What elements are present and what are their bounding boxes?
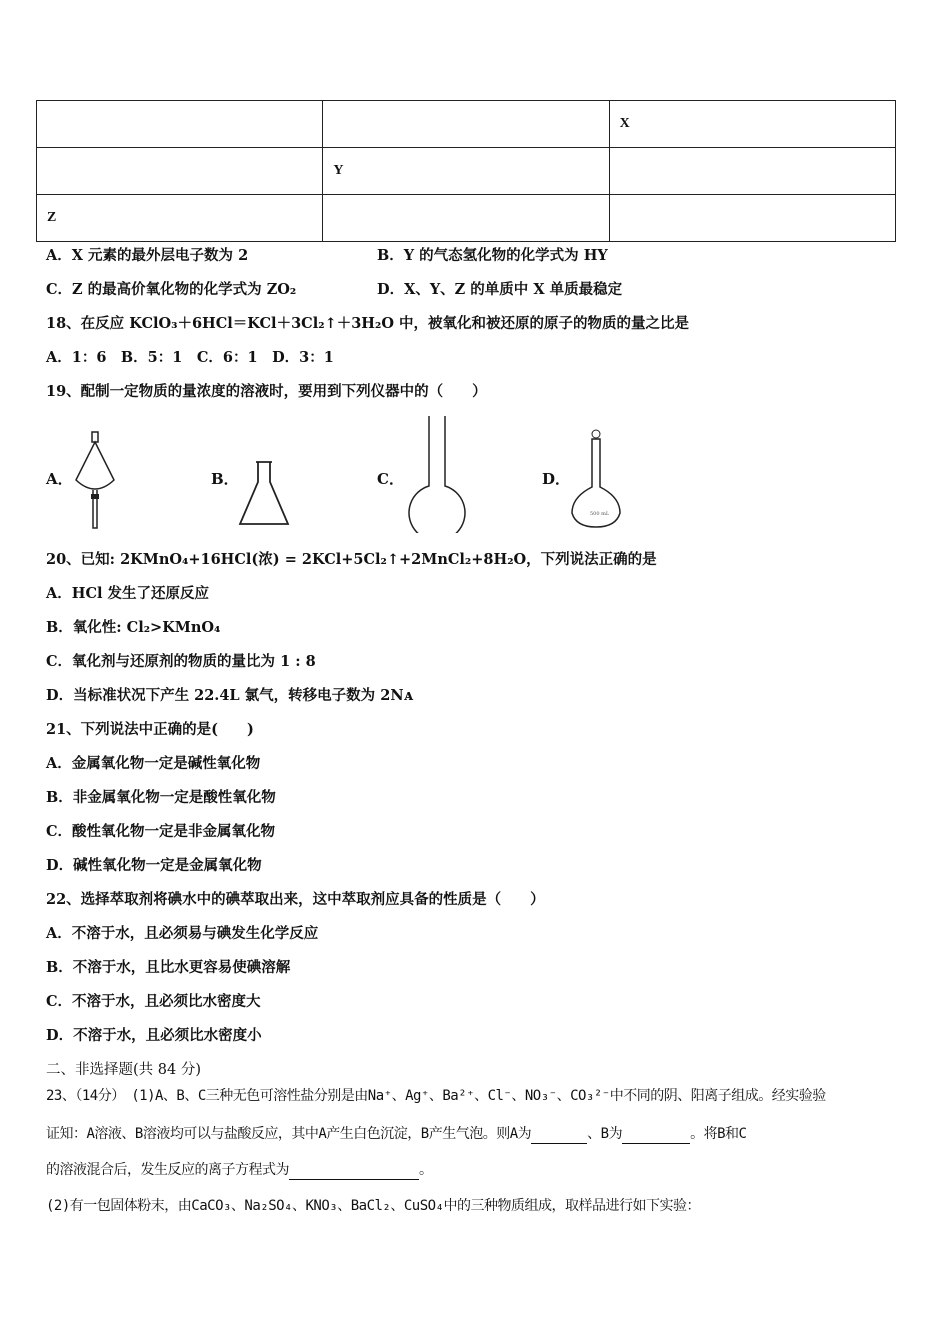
q20-option-a: A．HCl 发生了还原反应	[46, 585, 210, 602]
q22-option-d: D．不溶于水，且必须比水密度小	[46, 1027, 262, 1044]
q17-option-a: A．X 元素的最外层电子数为 2	[46, 247, 249, 264]
q18-options: A．1：6 B．5：1 C．6：1 D．3：1	[46, 349, 334, 366]
table-cell: Y	[323, 148, 609, 195]
q20-option-c: C．氧化剂与还原剂的物质的量比为 1 : 8	[46, 653, 316, 670]
table-cell	[323, 195, 609, 242]
conical-flask-icon	[236, 458, 292, 530]
separatory-funnel-icon	[70, 428, 120, 533]
q22-option-a: A．不溶于水，且必须易与碘发生化学反应	[46, 925, 319, 942]
table-cell	[37, 148, 323, 195]
q17-option-c: C．Z 的最高价氧化物的化学式为 ZO₂	[46, 281, 297, 298]
table-cell	[609, 148, 895, 195]
table-cell: Z	[37, 195, 323, 242]
q19-label-a: A．	[46, 470, 73, 488]
q20-option-b: B．氧化性: Cl₂>KMnO₄	[46, 619, 221, 636]
q21-option-b: B．非金属氧化物一定是酸性氧化物	[46, 789, 276, 806]
q23-text: 、B为	[587, 1126, 623, 1142]
q23-line2	[46, 1125, 746, 1144]
section-heading: 二、非选择题(共 84 分)	[46, 1062, 201, 1078]
q19-label-b: B．	[211, 470, 239, 488]
q23-text: 证知：A溶液、B溶液均可以与盐酸反应，其中A产生白色沉淀，B产生气泡。则A为	[46, 1126, 532, 1142]
q18-stem: 18、在反应 KClO₃＋6HCl＝KCl＋3Cl₂↑＋3H₂O 中，被氧化和被还原的原子的物质的量之比是	[46, 315, 690, 332]
answer-blank-a[interactable]	[531, 1125, 587, 1144]
table-cell: X	[609, 101, 895, 148]
periodic-position-table	[36, 100, 896, 242]
volumetric-flask-icon	[566, 427, 626, 531]
q23-line3	[46, 1161, 433, 1180]
table-cell	[323, 101, 609, 148]
q21-option-a: A．金属氧化物一定是碱性氧化物	[46, 755, 261, 772]
table-cell	[609, 195, 895, 242]
answer-blank-b[interactable]	[622, 1125, 690, 1144]
q21-option-c: C．酸性氧化物一定是非金属氧化物	[46, 823, 276, 840]
q23-line1: 23、（14分） (1)A、B、C三种无色可溶性盐分别是由Na⁺、Ag⁺、Ba²⁺、Cl⁻、NO₃⁻、CO₃²⁻中不同的阴、阳离子组成。经实验验	[46, 1088, 826, 1104]
q22-option-b: B．不溶于水，且比水更容易使碘溶解	[46, 959, 291, 976]
svg-text:500 mL: 500 mL	[590, 511, 610, 517]
q21-option-d: D．碱性氧化物一定是金属氧化物	[46, 857, 262, 874]
q20-stem: 20、已知: 2KMnO₄+16HCl(浓) = 2KCl+5Cl₂↑+2MnCl₂+8H₂O，下列说法正确的是	[46, 551, 657, 568]
q17-option-b: B．Y 的气态氢化物的化学式为 HY	[377, 247, 608, 264]
q21-stem: 21、下列说法中正确的是( )	[46, 721, 254, 738]
q19-label-d: D．	[542, 470, 571, 488]
q22-option-c: C．不溶于水，且必须比水密度大	[46, 993, 261, 1010]
answer-blank-equation[interactable]	[289, 1161, 419, 1180]
q20-option-d: D．当标准状况下产生 22.4L 氯气，转移电子数为 2Nᴀ	[46, 687, 413, 704]
q23-text: 的溶液混合后，发生反应的离子方程式为	[46, 1162, 289, 1178]
q23-text: 。将B和C	[690, 1126, 747, 1142]
q23-line4: (2)有一包固体粉末，由CaCO₃、Na₂SO₄、KNO₃、BaCl₂、CuSO₄中的三种物质组成，取样品进行如下实验：	[46, 1198, 701, 1214]
q17-option-d: D．X、Y、Z 的单质中 X 单质最稳定	[377, 281, 623, 298]
q23-text: 。	[419, 1162, 433, 1178]
q19-stem: 19、配制一定物质的量浓度的溶液时，要用到下列仪器中的（ ）	[46, 383, 487, 400]
table-cell	[37, 101, 323, 148]
q22-stem: 22、选择萃取剂将碘水中的碘萃取出来，这中萃取剂应具备的性质是（ ）	[46, 891, 545, 908]
round-bottom-flask-icon	[404, 413, 470, 533]
q19-label-c: C．	[377, 470, 404, 488]
